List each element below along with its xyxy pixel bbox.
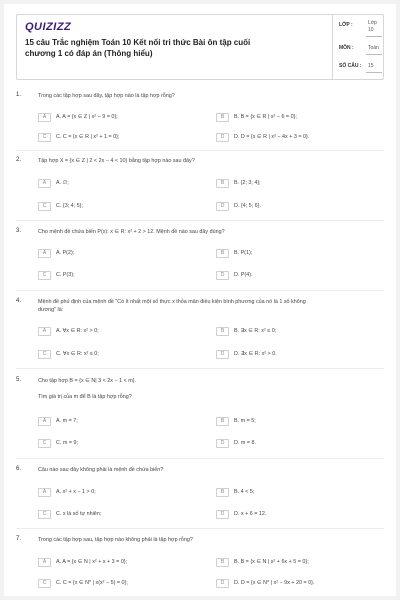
option-box-a[interactable]: A [38,488,51,497]
option-text-c: C. C = {x ∈ R | x² + 1 = 0}; [56,134,120,140]
count-label: SỐ CÂU : [339,63,362,69]
option-box-a[interactable]: A [38,249,51,258]
question-text: Cho tập hợp B = {x ∈ N| 3 < 2x − 1 < m}. [38,378,137,384]
question-text: Cho mệnh đề chứa biến P(x): x ∈ R: x² + 2 > 12. Mệnh đề nào sau đây đúng? [38,229,225,235]
question-number: 2. [16,157,22,163]
count-rule [366,72,382,73]
question-number: 5. [16,377,22,383]
option-box-c[interactable]: C [38,579,51,588]
divider [16,528,384,529]
option-box-c[interactable]: C [38,202,51,211]
option-box-a[interactable]: A [38,417,51,426]
option-text-c: C. C = {x ∈ N* | x(x² − 5) = 0}; [56,580,128,586]
worksheet-header [16,14,384,80]
option-box-c[interactable]: C [38,271,51,280]
option-box-d[interactable]: D [216,271,229,280]
option-text-b: B. {2; 3; 4}; [234,180,261,186]
option-box-d[interactable]: D [216,202,229,211]
grade-rule [366,36,382,37]
question-subtext: Tìm giá trị của m để B là tập hợp rỗng? [38,394,132,400]
worksheet-page [4,4,396,596]
option-text-a: A. A = {x ∈ Z | x² − 9 = 0}; [56,114,118,120]
option-box-d[interactable]: D [216,350,229,359]
option-box-a[interactable]: A [38,327,51,336]
option-box-b[interactable]: B [216,249,229,258]
option-text-d: D. D = {x ∈ R | x² − 4x + 3 = 0}. [234,134,310,140]
divider [16,458,384,459]
option-text-a: A. m = 7; [56,418,78,424]
option-text-b: B. ∃x ∈ R: x² ≤ 0; [234,328,277,334]
subject-label: MÔN : [339,45,354,51]
option-text-d: D. x + 6 = 12. [234,511,267,517]
option-text-a: A. x² + x − 1 > 0; [56,489,96,495]
question-text-line-1: Mệnh đề phủ định của mệnh đề "Có ít nhất một số thực x thỏa mãn điều kiện bình phương của nó là 1 số không [38,299,306,305]
option-text-c: C. m = 9; [56,440,79,446]
question-number: 6. [16,466,22,472]
divider [16,368,384,369]
subject-value: Toán [368,45,379,51]
divider [16,290,384,291]
grade-label: LỚP : [339,22,353,28]
divider [16,220,384,221]
option-text-d: D. m = 8. [234,440,257,446]
option-box-b[interactable]: B [216,327,229,336]
option-box-c[interactable]: C [38,510,51,519]
option-text-b: B. B = {x ∈ N | x² + 6x + 5 = 0}; [234,559,309,565]
option-text-a: A. A = {x ∈ N | x² + x + 3 = 0}; [56,559,128,565]
question-text-line-2: dương" là: [38,307,64,313]
question-number: 7. [16,536,22,542]
option-text-c: C. P(3); [56,272,75,278]
subject-rule [366,54,382,55]
worksheet-title: 15 câu Trắc nghiệm Toán 10 Kết nối tri thức Bài ôn tập cuối chương 1 có đáp án (Thông hiểu) [25,38,251,58]
question-number: 1. [16,92,22,98]
grade-value: Lớp 10 [368,20,377,33]
option-text-a: A. ∀x ∈ R: x² > 0; [56,328,99,334]
option-text-c: C. {3; 4; 5}; [56,203,83,209]
option-text-d: D. ∃x ∈ R: x² > 0. [234,351,277,357]
option-text-b: B. 4 < 5; [234,489,255,495]
option-text-d: D. D = {x ∈ N* | x² − 9x + 20 = 0}. [234,580,315,586]
quizizz-logo: QUIZIZZ [25,21,72,33]
option-box-d[interactable]: D [216,579,229,588]
header-divider [332,15,333,79]
divider [16,150,384,151]
option-text-c: C. x là số tự nhiên; [56,511,102,517]
option-text-c: C. ∀x ∈ R: x² ≤ 0; [56,351,99,357]
question-text: Câu nào sau đây không phải là mệnh đề chứa biến? [38,467,164,473]
option-box-d[interactable]: D [216,133,229,142]
option-box-d[interactable]: D [216,510,229,519]
option-box-a[interactable]: A [38,558,51,567]
option-text-b: B. B = {x ∈ R | x² − 6 = 0}; [234,114,297,120]
option-text-d: D. {4; 5; 6}. [234,203,261,209]
option-text-b: B. P(1); [234,250,253,256]
count-value: 15 [368,63,374,69]
option-box-c[interactable]: C [38,350,51,359]
option-text-a: A. ∅; [56,180,69,186]
option-box-b[interactable]: B [216,558,229,567]
option-box-b[interactable]: B [216,488,229,497]
option-box-c[interactable]: C [38,439,51,448]
option-box-d[interactable]: D [216,439,229,448]
option-box-c[interactable]: C [38,133,51,142]
option-text-a: A. P(2); [56,250,75,256]
option-box-b[interactable]: B [216,417,229,426]
question-number: 4. [16,298,22,304]
option-text-d: D. P(4). [234,272,253,278]
question-number: 3. [16,228,22,234]
option-box-a[interactable]: A [38,179,51,188]
option-box-b[interactable]: B [216,179,229,188]
option-text-b: B. m = 5; [234,418,256,424]
question-text: Trong các tập hợp sau, tập hợp nào không phải là tập hợp rỗng? [38,537,193,543]
option-box-a[interactable]: A [38,113,51,122]
option-box-b[interactable]: B [216,113,229,122]
question-text: Tập hợp X = {x ∈ Z | 2 < 2x − 4 < 10} bằng tập hợp nào sau đây? [38,158,195,164]
question-text: Trong các tập hợp sau đây, tập hợp nào là tập hợp rỗng? [38,93,175,99]
